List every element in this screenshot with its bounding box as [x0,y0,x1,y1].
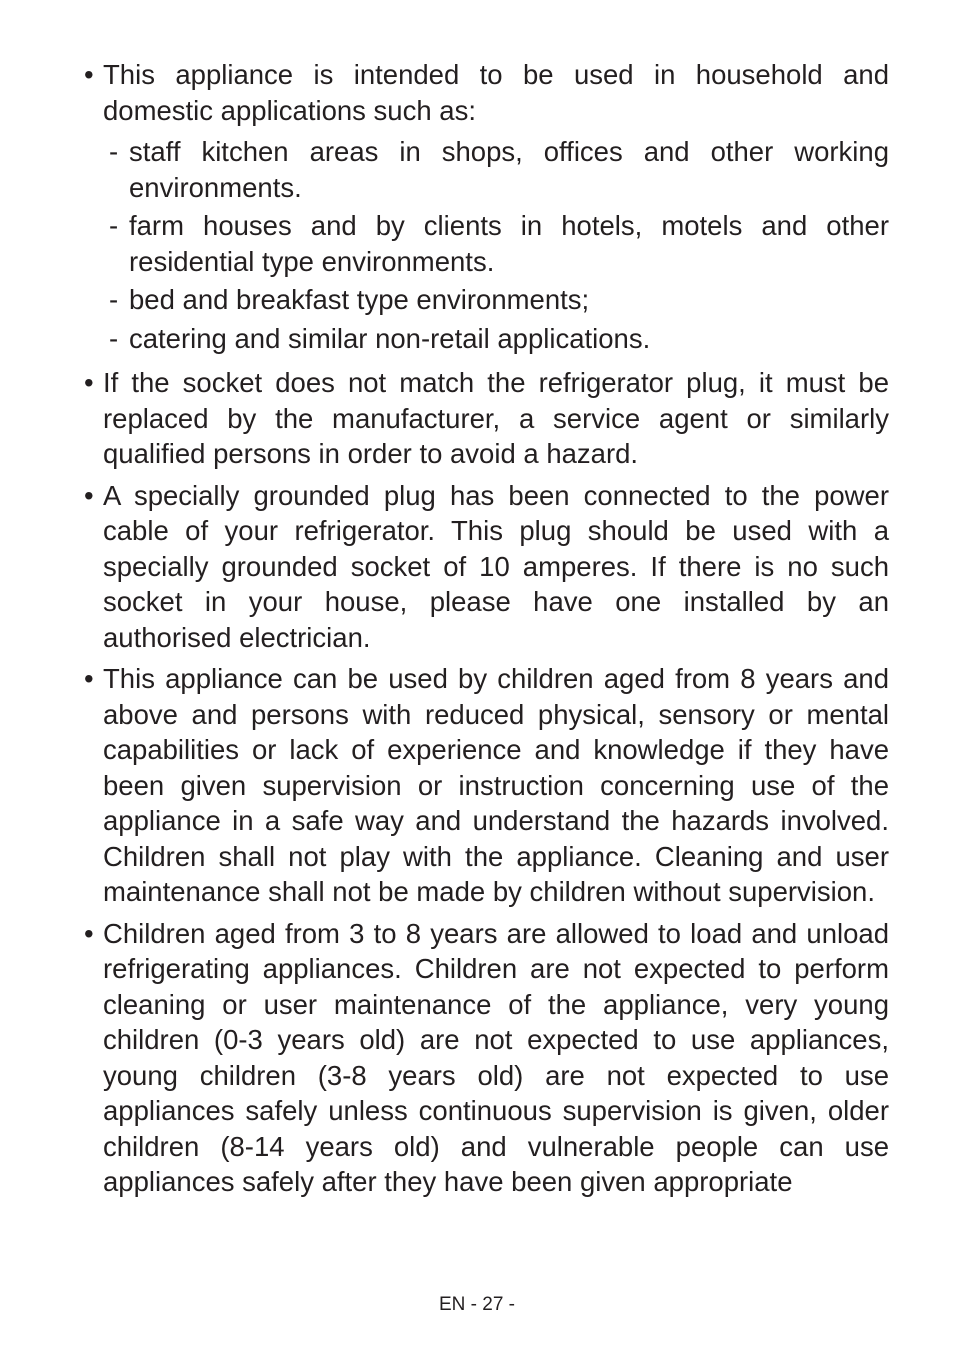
bullet-text: This appliance can be used by children aged from 8 years and above and persons with reduced physical, sensory or mental capabilities or lack of experience and knowledge if they have been given supervision or instruction concerning use of the appliance in a safe way and understand the hazards involved. Children shall not play with the appliance. Cleaning and user maintenance shall not be made by children without supervision. [103,663,889,907]
sub-item-text: farm houses and by clients in hotels, motels and other residential type environments. [129,210,889,277]
bullet-text: This appliance is intended to be used in household and domestic applications such as: [103,59,889,126]
bullet-item-children-8-years [84,661,889,910]
bullet-text: A specially grounded plug has been connected to the power cable of your refrigerator. This plug should be used with a specially grounded socket of 10 amperes. If there is no such socket in your house, please have one installed by an authorised electrician. [103,479,889,653]
bullet-dot: • [84,663,94,694]
page-number: EN - 27 - [438,1294,516,1315]
bullet-item-intended-use [84,57,889,359]
sub-item [109,282,889,318]
bullet-text: If the socket does not match the refrigerator plug, it must be replaced by the manufacturer, a service agent or similarly qualified persons in order to avoid a hazard. [103,367,889,469]
sub-item-text: staff kitchen areas in shops, offices and other working environments. [129,136,889,203]
bullet-body [103,661,889,910]
sub-item-text: catering and similar non-retail applications. [129,322,651,354]
bullet-dot: • [84,917,94,949]
bullet-dot: • [84,367,94,398]
dash-mark: - [109,136,119,167]
bullet-text: Children aged from 3 to 8 years are allowed to load and unload refrigerating appliances. Children are not expected to perform cleaning or user maintenance of the appliance, very young children (0-3 years old) are not expected to use appliances, young children (3-8 years old) are not expected to use appliances safely unless continuous supervision is given, older children (8-14 years old) and vulnerable people can use appliances safely after they have been given appropriate [103,917,889,1197]
bullet-body [103,57,889,359]
sub-item-text: bed and breakfast type environments; [129,284,590,315]
bullet-body [103,478,889,656]
bullet-item-grounded-plug [84,478,889,656]
dash-mark: - [109,210,119,241]
bullet-item-children-3-to-8 [84,916,889,1200]
bullet-dot: • [84,479,94,511]
sub-item [109,134,889,205]
sub-item [109,208,889,279]
bullet-body [103,365,889,472]
bullet-item-socket [84,365,889,472]
bullet-body [103,916,889,1200]
sub-list [103,134,889,356]
sub-item [109,321,889,357]
bullet-dot: • [84,59,94,90]
dash-mark: - [109,322,119,354]
dash-mark: - [109,284,119,315]
page-content [84,57,889,1206]
